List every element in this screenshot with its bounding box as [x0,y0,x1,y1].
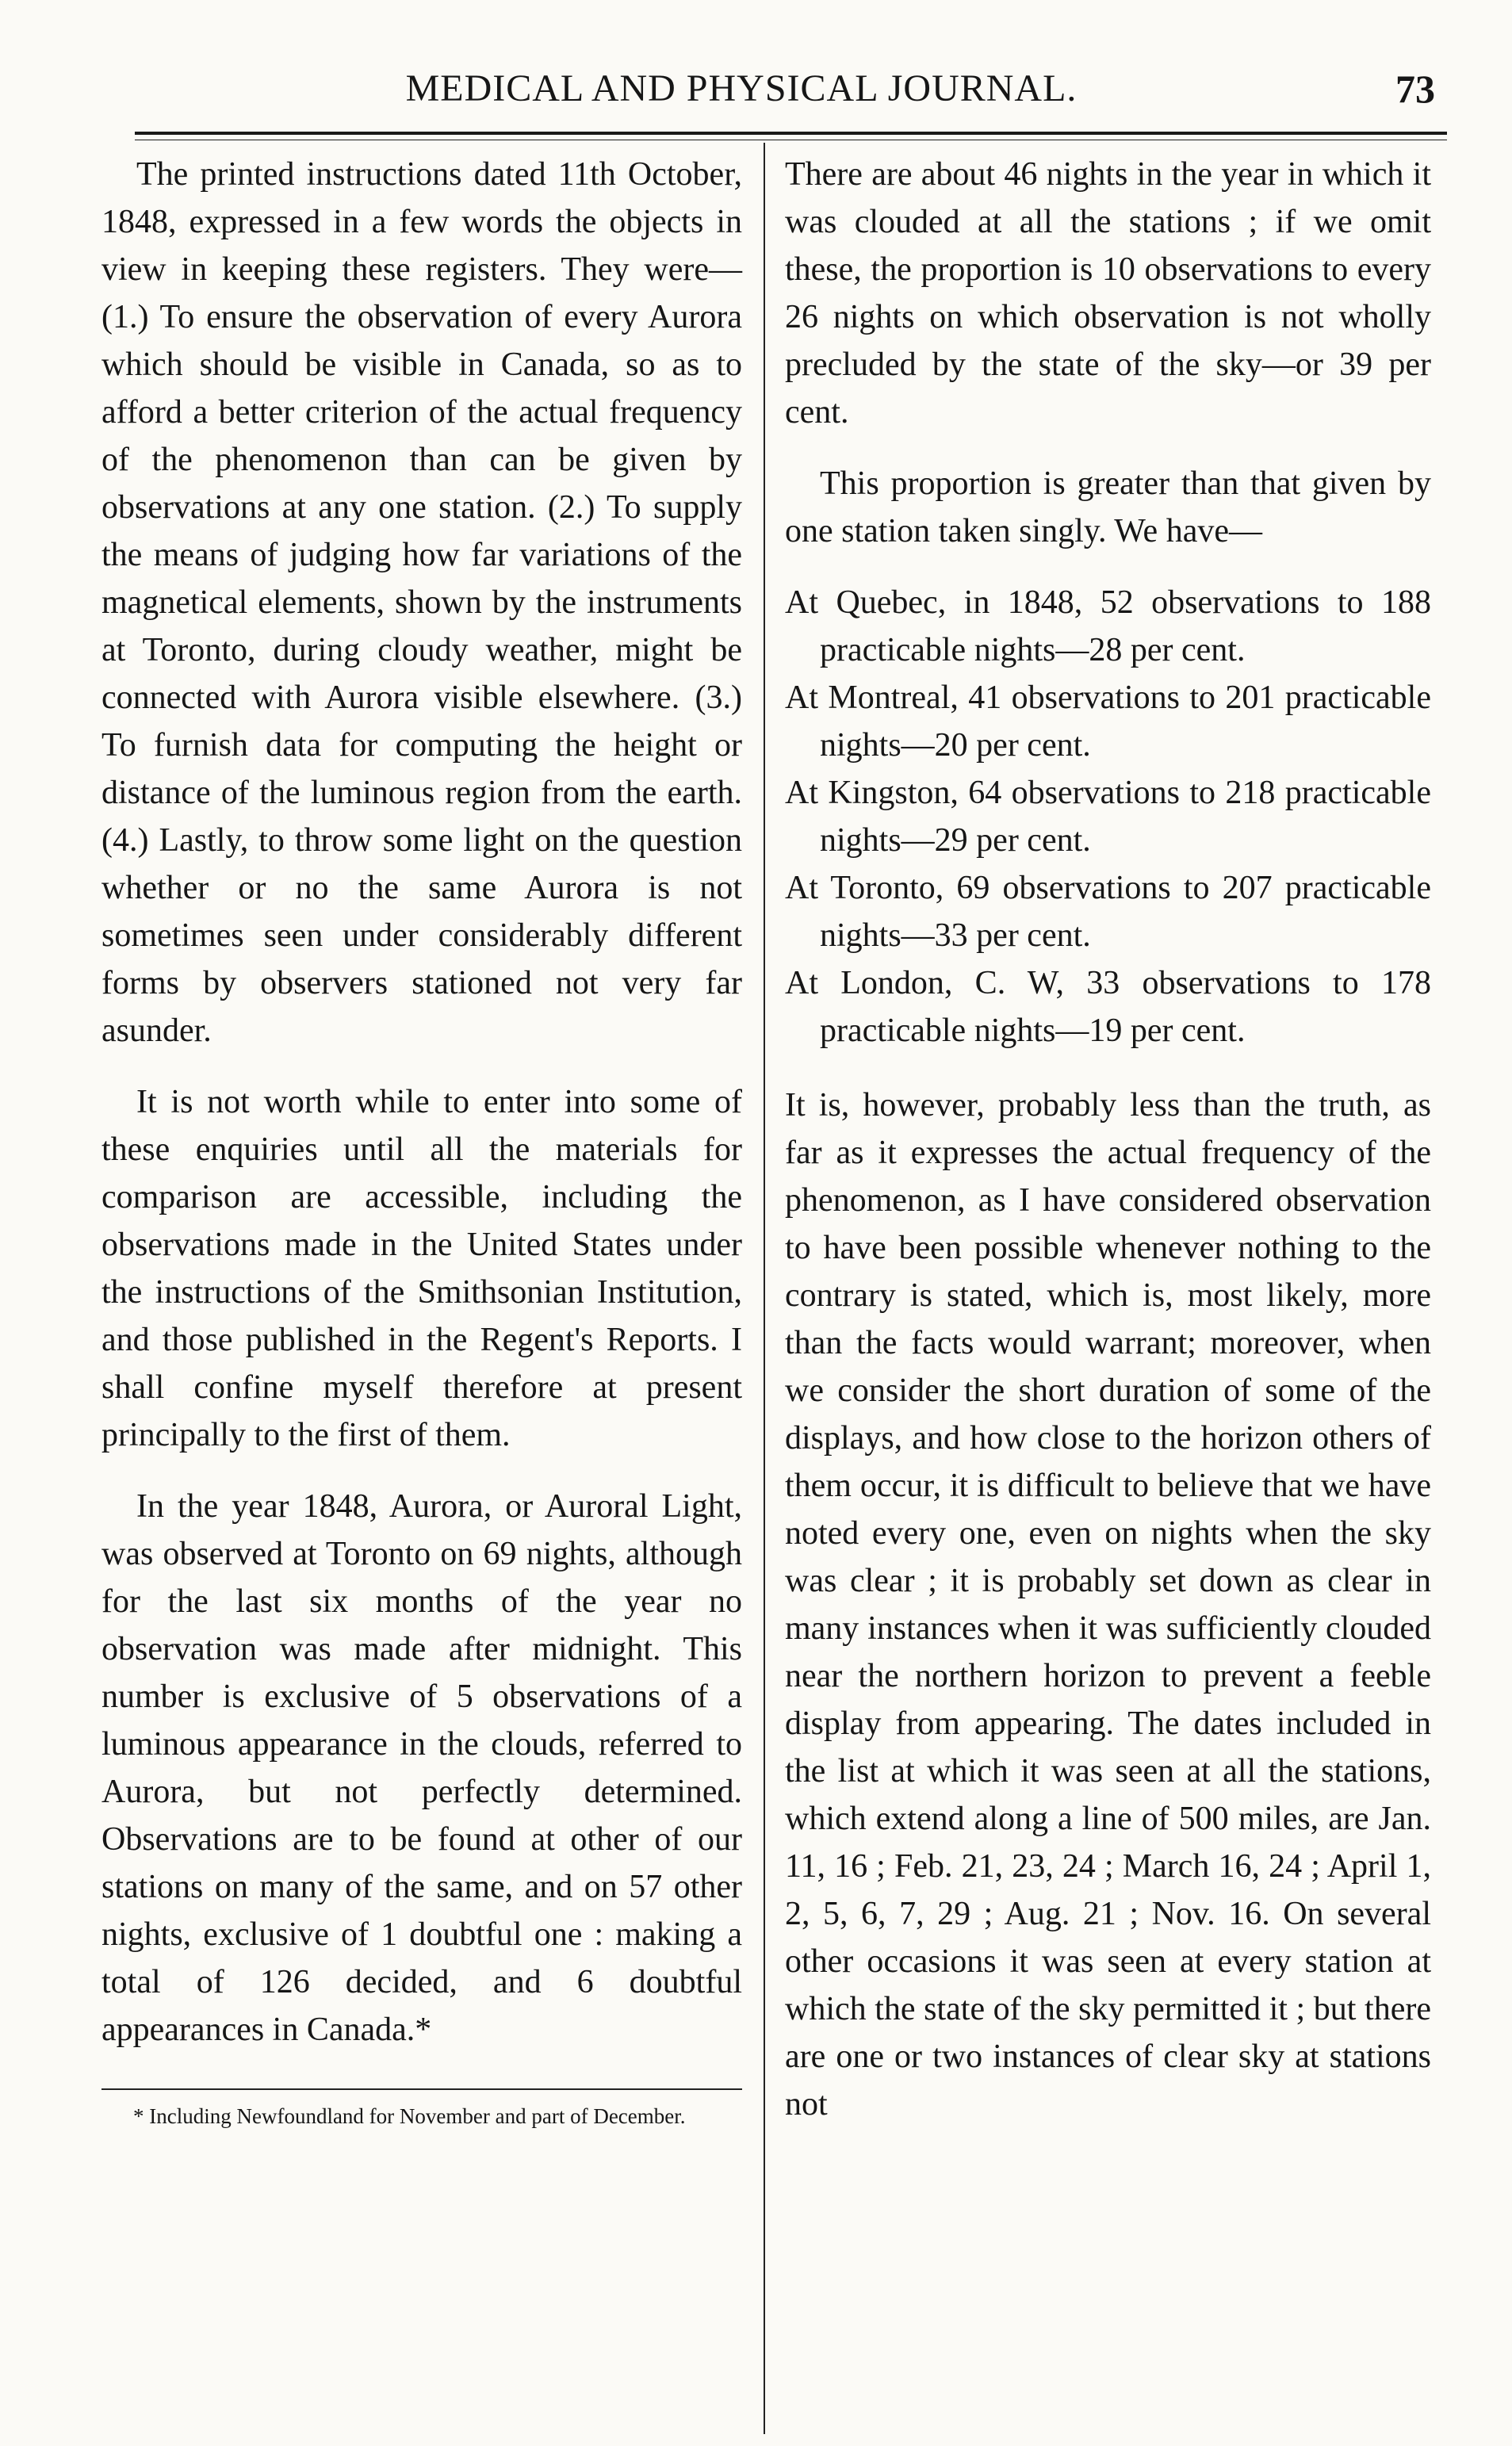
paragraph-observations-1848: In the year 1848, Aurora, or Auroral Light, was observed at Toronto on 69 nights, although for the last six months of the year no observation was made after midnight. This number is exclusive of 5 observations of a luminous appearance in the clouds, referred to Aurora, but not perfectly determined. Observations are to be found at other of our stations on many of the same, and on 57 other nights, exclusive of 1 doubtful one : making a total of 126 decided, and 6 doubtful appearances in Canada.* [101,1488,742,2048]
station-entry-montreal: At Montreal, 41 observations to 201 practicable nights—20 per cent. [785,679,1431,764]
footnote: * Including Newfoundland for November and part of December. [133,2104,686,2128]
running-header [0,65,1512,121]
header-rule-thick [135,132,1447,135]
right-column [785,151,1431,2128]
paragraph-enquiries: It is not worth while to enter into some of these enquiries until all the materials for comparison are accessible, including the observations made in the United States under the instructions of the Smithsonian Institution, and those published in the Regent's Reports. I shall confine myself therefore at present principally to the first of them. [101,1084,742,1453]
station-entry-london: At London, C. W, 33 observations to 178 practicable nights—19 per cent. [785,965,1431,1049]
paragraph-instructions: The printed instructions dated 11th October, 1848, expressed in a few words the objects in view in keeping these registers. They were—(1.) To ensure the observation of every Aurora which should be visible in Canada, so as to afford a better criterion of the actual frequency of the phenomenon than can be given by observations at any one station. (2.) To supply the means of judging how far variations of the magnetical elements, shown by the instruments at Toronto, during cloudy weather, might be connected with Aurora visible elsewhere. (3.) To furnish data for computing the height or distance of the luminous region from the earth. (4.) Lastly, to throw some light on the question whether or no the same Aurora is not sometimes seen under considerably different forms by observers stationed not very far asunder. [101,156,742,1049]
paragraph-frequency-discussion: It is, however, probably less than the truth, as far as it expresses the actual frequency of the phenomenon, as I have considered observation to have been possible whenever nothing to the contrary is stated, which is, most likely, more than the facts would warrant; moreover, when we consider the short duration of some of the displays, and how close to the horizon others of them occur, it is difficult to believe that we have noted every one, even on nights when the sky was clear ; it is probably set down as clear in many instances when it was sufficiently clouded near the northern horizon to prevent a feeble display from appearing. The dates included in the list at which it was seen at all the stations, which extend along a line of 500 miles, are Jan. 11, 16 ; Feb. 21, 23, 24 ; March 16, 24 ; April 1, 2, 5, 6, 7, 29 ; Aug. 21 ; Nov. 16. On several other occasions it was seen at every station at which the state of the sky permitted it ; but there are one or two instances of clear sky at stations not [785,1087,1431,2123]
footnote-rule [101,2088,742,2090]
paragraph-clouded-nights: There are about 46 nights in the year in which it was clouded at all the stations ; if we omit these, the proportion is 10 observations to every 26 nights on which observation is not wholly precluded by the state of the sky—or 39 per cent. [785,156,1431,431]
left-column [101,151,742,2130]
page-number: 73 [1395,67,1435,111]
station-entry-quebec: At Quebec, in 1848, 52 observations to 188 practicable nights—28 per cent. [785,584,1431,668]
journal-title: MEDICAL AND PHYSICAL JOURNAL. [405,67,1078,109]
column-divider [764,143,765,2434]
station-entry-kingston: At Kingston, 64 observations to 218 practicable nights—29 per cent. [785,775,1431,859]
station-entry-toronto: At Toronto, 69 observations to 207 practicable nights—33 per cent. [785,870,1431,954]
station-list [785,579,1431,1055]
paragraph-proportion: This proportion is greater than that given by one station taken singly. We have— [785,465,1431,549]
